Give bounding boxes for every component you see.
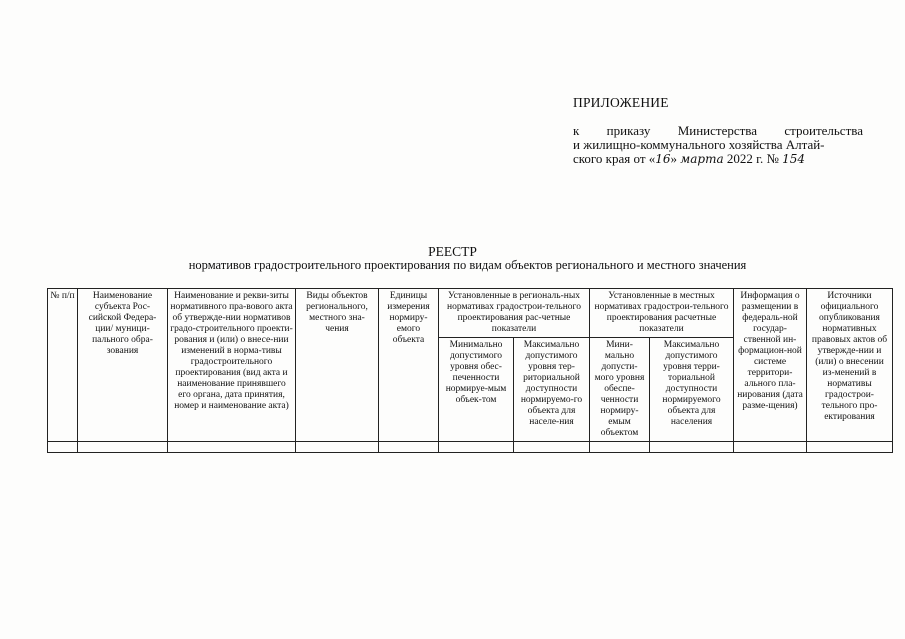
table-cell (48, 442, 78, 453)
table-row (48, 442, 893, 453)
header-cell-regional-indicators: Установленные в региональ-ных нормативах градострои-тельного проектирования рас-четные показатели (439, 289, 590, 338)
header-cell-subject: Наименование субъекта Рос-сийской Федера-ции/ муници-пального обра-зования (78, 289, 168, 442)
order-year: 2022 г. № (726, 151, 779, 166)
registry-title: РЕЕСТР (428, 244, 477, 259)
registry-table (47, 288, 893, 453)
order-date-prefix: ского края от « (573, 151, 656, 166)
header-cell-number: № п/п (48, 289, 78, 442)
order-number: 154 (782, 152, 806, 166)
order-line-3 (573, 152, 863, 166)
table-cell (807, 442, 893, 453)
registry-subtitle: нормативов градостроительного проектирования по видам объектов регионального и местного значения (188, 258, 747, 272)
order-reference (573, 124, 863, 166)
order-word: к (573, 123, 580, 138)
table-header-row (48, 289, 893, 338)
order-line-1 (573, 124, 863, 138)
header-cell-local-indicators: Установленные в местных нормативах градострои-тельного проектирования расчетные показатели (590, 289, 734, 338)
header-cell-units: Единицы измерения нормиру-емого объекта (379, 289, 439, 442)
subheader-regional-min: Минимально допустимого уровня обес-печенности нормируе-мым объек-том (439, 338, 514, 442)
subheader-local-min: Мини-мально допусти-мого уровня обеспе-ченности нормиру-емым объектом (590, 338, 650, 442)
order-word: строительства (784, 123, 863, 138)
header-cell-fgis-info: Информация о размещении в федераль-ной государ-ственной ин-формацион-ной системе территори-ального пла-нирования (дата разме-щения) (734, 289, 807, 442)
order-month: марта (680, 152, 724, 166)
table-cell (514, 442, 590, 453)
table-cell (168, 442, 296, 453)
subheader-regional-max: Максимально допустимого уровня тер-риториальной доступности нормируемо-го объекта для населе-ния (514, 338, 590, 442)
order-day: 16 (655, 152, 671, 166)
appendix-label: ПРИЛОЖЕНИЕ (573, 95, 669, 110)
header-cell-publication-sources: Источники официального опубликования нормативных правовых актов об утвержде-нии и (или) о внесении из-менений в нормативы градострои-тельного про-ектирования (807, 289, 893, 442)
table-cell (78, 442, 168, 453)
table-cell (439, 442, 514, 453)
order-date-quote: » (670, 151, 678, 166)
header-cell-act: Наименование и рекви-зиты нормативного пра-вового акта об утвержде-нии нормативов градо-строительного проекти-рования и (или) о внесе-нии изменений в норма-тивы градостроительного проектирования (вид акта и наименование принявшего его органа, дата принятия, номер и наименование акта) (168, 289, 296, 442)
order-line-2: и жилищно-коммунального хозяйства Алтай- (573, 137, 825, 152)
table-cell (734, 442, 807, 453)
order-word: Министерства (677, 123, 758, 138)
subheader-local-max: Максимально допустимого уровня терри-ториальной доступности нормируемого объекта для населения (650, 338, 734, 442)
table-cell (590, 442, 650, 453)
header-cell-object-types: Виды объектов регионального, местного зна-чения (296, 289, 379, 442)
table-cell (379, 442, 439, 453)
order-word: приказу (606, 123, 651, 138)
table-cell (296, 442, 379, 453)
table-cell (650, 442, 734, 453)
